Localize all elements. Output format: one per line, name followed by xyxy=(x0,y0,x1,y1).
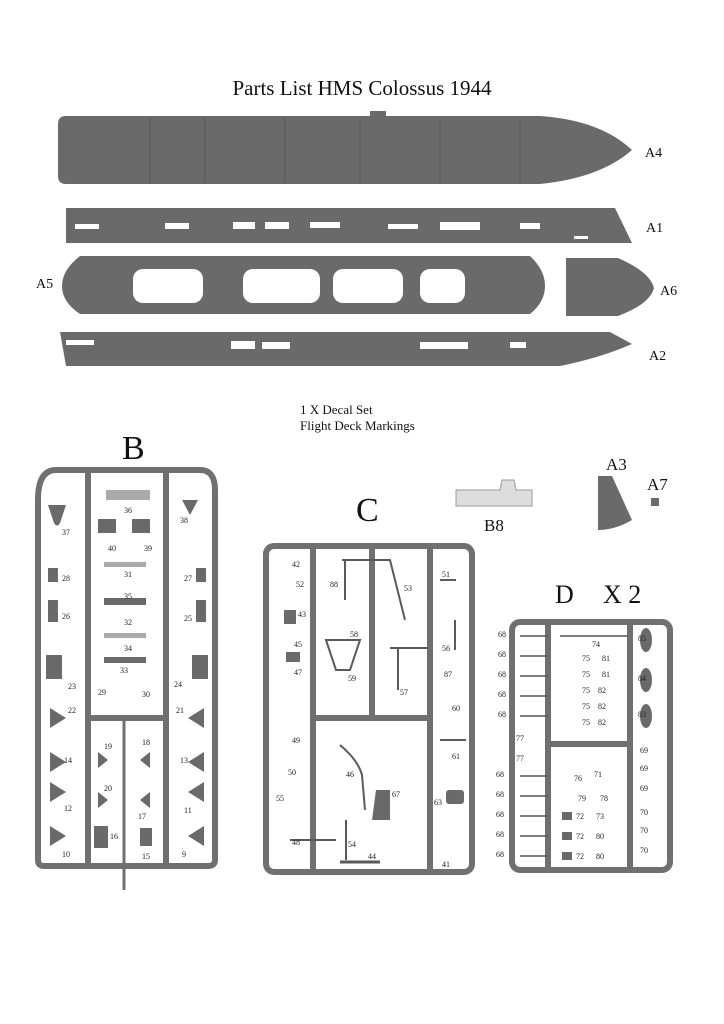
part-number: 75 xyxy=(582,702,590,711)
part-number: 22 xyxy=(68,706,76,715)
label-a3: A3 xyxy=(606,455,627,474)
label-a1: A1 xyxy=(646,221,664,236)
part-number: 68 xyxy=(496,850,504,859)
part-number: 77 xyxy=(516,734,524,743)
part-number: 28 xyxy=(62,574,70,583)
part-number: 75 xyxy=(582,686,590,695)
part-number: 72 xyxy=(576,852,584,861)
part-number: 68 xyxy=(496,810,504,819)
part-a4-flight-deck xyxy=(58,116,632,184)
label-a7: A7 xyxy=(647,475,668,494)
part-number: 15 xyxy=(142,852,150,861)
part-number: 35 xyxy=(124,592,132,601)
part-number: 31 xyxy=(124,570,132,579)
part-number: 75 xyxy=(582,654,590,663)
part-number: 32 xyxy=(124,618,132,627)
part-number: 68 xyxy=(496,830,504,839)
part-number: 61 xyxy=(452,752,460,761)
part-number: 74 xyxy=(592,640,600,649)
part-number: 44 xyxy=(368,852,376,861)
part-number: 77 xyxy=(516,754,524,763)
part-a3 xyxy=(598,476,632,530)
part-number: 37 xyxy=(62,528,70,537)
part-number: 41 xyxy=(442,860,450,869)
decal-line-1: 1 X Decal Set xyxy=(300,402,373,417)
part-number: 72 xyxy=(576,812,584,821)
part-number: 53 xyxy=(404,584,412,593)
part-number: 45 xyxy=(294,640,302,649)
part-number: 47 xyxy=(294,668,302,677)
part-number: 68 xyxy=(498,710,506,719)
part-b8 xyxy=(456,480,532,506)
sprue-d-label: D xyxy=(555,580,574,609)
sprue-c-frame xyxy=(266,546,472,872)
part-number: 54 xyxy=(348,840,356,849)
part-number: 36 xyxy=(124,506,132,515)
part-number: 70 xyxy=(640,846,648,855)
part-number: 46 xyxy=(346,770,354,779)
part-number: 87 xyxy=(444,670,452,679)
part-number: 70 xyxy=(640,826,648,835)
part-number: 34 xyxy=(124,644,132,653)
part-number: 80 xyxy=(596,832,604,841)
part-number: 13 xyxy=(180,756,188,765)
part-number: 38 xyxy=(180,516,188,525)
part-number: 48 xyxy=(292,838,300,847)
part-number: 68 xyxy=(498,650,506,659)
part-number: 50 xyxy=(288,768,296,777)
part-number: 75 xyxy=(582,718,590,727)
part-number: 25 xyxy=(184,614,192,623)
sprue-c-label: C xyxy=(356,492,379,529)
part-number: 30 xyxy=(142,690,150,699)
label-a6: A6 xyxy=(660,284,678,299)
part-number: 82 xyxy=(598,686,606,695)
part-number: 16 xyxy=(110,832,118,841)
part-number: 81 xyxy=(602,670,610,679)
label-a5: A5 xyxy=(36,277,54,292)
part-number: 42 xyxy=(292,560,300,569)
part-number: 82 xyxy=(598,718,606,727)
label-a4: A4 xyxy=(645,146,663,161)
part-number: 24 xyxy=(174,680,182,689)
part-number: 60 xyxy=(452,704,460,713)
part-number: 52 xyxy=(296,580,304,589)
part-number: 72 xyxy=(576,832,584,841)
part-number: 68 xyxy=(496,770,504,779)
part-number: 85 xyxy=(638,634,646,643)
part-number: 69 xyxy=(640,784,648,793)
part-number: 69 xyxy=(640,764,648,773)
part-number: 55 xyxy=(276,794,284,803)
part-number: 43 xyxy=(298,610,306,619)
part-number: 68 xyxy=(498,630,506,639)
label-b8: B8 xyxy=(484,516,504,535)
part-number: 29 xyxy=(98,688,106,697)
part-number: 73 xyxy=(596,812,604,821)
part-number: 39 xyxy=(144,544,152,553)
part-number: 49 xyxy=(292,736,300,745)
part-number: 81 xyxy=(602,654,610,663)
part-number: 68 xyxy=(498,670,506,679)
part-number: 88 xyxy=(330,580,338,589)
part-number: 10 xyxy=(62,850,70,859)
page-title: Parts List HMS Colossus 1944 xyxy=(232,76,492,100)
part-number: 83 xyxy=(638,710,646,719)
part-number: 21 xyxy=(176,706,184,715)
part-number: 58 xyxy=(350,630,358,639)
part-number: 40 xyxy=(108,544,116,553)
part-number: 67 xyxy=(392,790,400,799)
part-number: 78 xyxy=(600,794,608,803)
part-number: 76 xyxy=(574,774,582,783)
part-number: 9 xyxy=(182,850,186,859)
label-a2: A2 xyxy=(649,349,667,364)
part-number: 84 xyxy=(638,674,646,683)
part-number: 18 xyxy=(142,738,150,747)
part-a2-hull-side xyxy=(60,332,632,366)
part-number: 63 xyxy=(434,798,442,807)
part-number: 82 xyxy=(598,702,606,711)
part-number: 20 xyxy=(104,784,112,793)
part-number: 11 xyxy=(184,806,192,815)
part-number: 71 xyxy=(594,770,602,779)
part-number: 68 xyxy=(496,790,504,799)
part-number: 19 xyxy=(104,742,112,751)
part-a6-bow-deck xyxy=(566,258,654,316)
part-number: 70 xyxy=(640,808,648,817)
part-number: 17 xyxy=(138,812,146,821)
part-number: 79 xyxy=(578,794,586,803)
part-number: 51 xyxy=(442,570,450,579)
sprue-d-quantity: X 2 xyxy=(603,580,642,609)
part-number: 33 xyxy=(120,666,128,675)
part-number: 75 xyxy=(582,670,590,679)
part-number: 27 xyxy=(184,574,192,583)
decal-line-2: Flight Deck Markings xyxy=(300,418,415,433)
part-a1-hull-side xyxy=(66,208,632,243)
part-number: 59 xyxy=(348,674,356,683)
part-number: 26 xyxy=(62,612,70,621)
part-number: 23 xyxy=(68,682,76,691)
part-number: 57 xyxy=(400,688,408,697)
part-number: 80 xyxy=(596,852,604,861)
sprue-b-label: B xyxy=(122,430,145,467)
part-number: 68 xyxy=(498,690,506,699)
part-a7 xyxy=(651,498,659,506)
decal-note xyxy=(300,402,415,434)
part-number: 56 xyxy=(442,644,450,653)
part-number: 14 xyxy=(64,756,72,765)
part-number: 69 xyxy=(640,746,648,755)
part-number: 12 xyxy=(64,804,72,813)
